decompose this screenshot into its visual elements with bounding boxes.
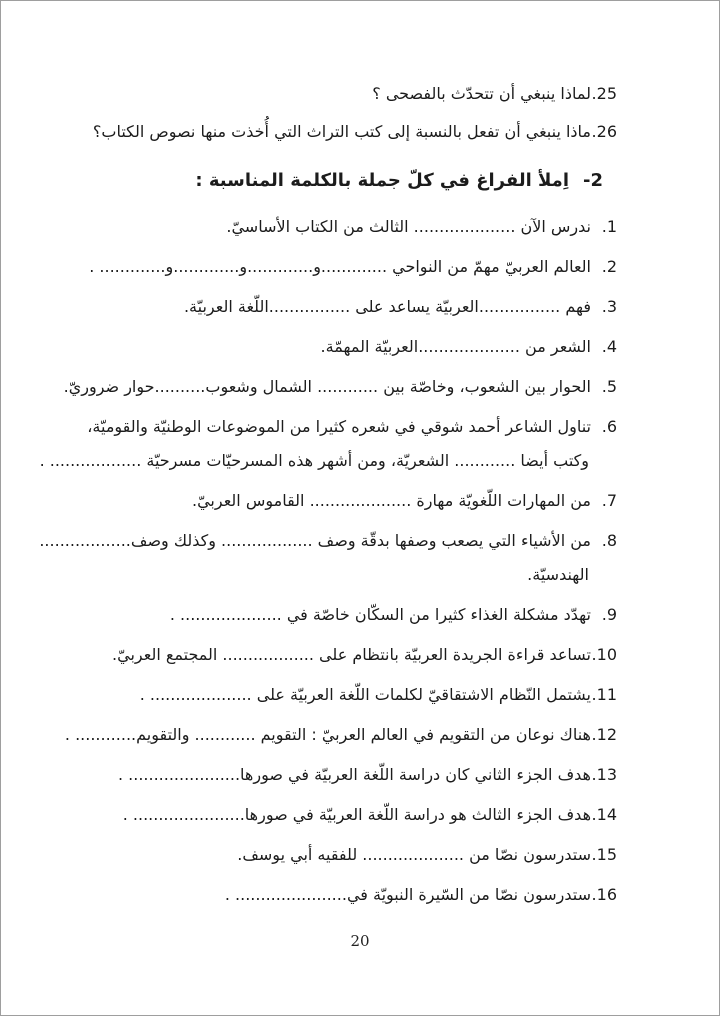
item-number: 16. bbox=[591, 885, 617, 904]
item-number: 8. bbox=[601, 531, 617, 550]
exercise-item bbox=[67, 488, 617, 513]
exercise-item bbox=[67, 762, 617, 787]
item-text: الحوار بين الشعوب، وخاصّة بين ............ الشمال وشعوب..........حوار ضروريّ. bbox=[63, 377, 591, 396]
item-number: 2. bbox=[601, 257, 617, 276]
exercise-item bbox=[67, 682, 617, 707]
item-text: هدف الجزء الثالث هو دراسة اللّغة العربيّة في صورها...................... . bbox=[122, 805, 591, 824]
item-number: 5. bbox=[601, 377, 617, 396]
item-number: 9. bbox=[601, 605, 617, 624]
item-text: تساعد قراءة الجريدة العربيّة بانتظام على .................. المجتمع العربيّ. bbox=[112, 645, 591, 664]
item-text: ستدرسون نصّا من السّيرة النبويّة في...................... . bbox=[224, 885, 591, 904]
item-text: يشتمل النّظام الاشتقاقيّ لكلمات اللّغة العربيّة على .................... . bbox=[139, 685, 591, 704]
page-number: 20 bbox=[350, 932, 370, 950]
question-row bbox=[67, 81, 617, 106]
exercise-item bbox=[67, 334, 617, 359]
item-text-continued: الهندسيّة. bbox=[527, 565, 589, 584]
exercise-list bbox=[39, 214, 617, 907]
page-content bbox=[39, 1, 617, 922]
exercise-item bbox=[67, 842, 617, 867]
item-text: هناك نوعان من التقويم في العالم العربيّ : التقويم ............ والتقويم............ . bbox=[64, 725, 591, 744]
exercise-item bbox=[39, 528, 617, 587]
exercise-item bbox=[67, 642, 617, 667]
item-number: 1. bbox=[601, 217, 617, 236]
item-number: 12. bbox=[591, 725, 617, 744]
item-number: 14. bbox=[591, 805, 617, 824]
section-title: اِملأ الفراغ في كلّ جملة بالكلمة المناسبة : bbox=[195, 170, 569, 191]
item-number: 11. bbox=[591, 685, 617, 704]
item-text: الشعر من ....................العربيّة المهمّة. bbox=[320, 337, 591, 356]
section-heading bbox=[67, 168, 603, 194]
item-number: 6. bbox=[601, 417, 617, 436]
exercise-item bbox=[67, 254, 617, 279]
item-number: 10. bbox=[591, 645, 617, 664]
question-text: ماذا ينبغي أن تفعل بالنسبة إلى كتب التراث التي أُخذت منها نصوص الكتاب؟ bbox=[92, 122, 591, 141]
item-number: 13. bbox=[591, 765, 617, 784]
question-text: لماذا ينبغي أن تتحدّث بالفصحى ؟ bbox=[372, 84, 591, 103]
item-text-continued: وكتب أيضا ............ الشعريّة، ومن أشهر هذه المسرحيّات مسرحيّة .................. . bbox=[39, 451, 589, 470]
exercise-item bbox=[64, 722, 617, 747]
item-text: تهدّد مشكلة الغذاء كثيرا من السكّان خاصّة في .................... . bbox=[169, 605, 591, 624]
exercise-item bbox=[67, 294, 617, 319]
item-number: 7. bbox=[601, 491, 617, 510]
exercise-item bbox=[67, 882, 617, 907]
exercise-item bbox=[63, 374, 617, 399]
exercise-item bbox=[67, 214, 617, 239]
item-text: هدف الجزء الثاني كان دراسة اللّغة العربيّة في صورها...................... . bbox=[117, 765, 591, 784]
section-number: 2- bbox=[582, 170, 603, 191]
item-text: ندرس الآن .................... الثالث من الكتاب الأساسيّ. bbox=[226, 217, 591, 236]
item-number: 3. bbox=[601, 297, 617, 316]
question-number: 25. bbox=[591, 84, 617, 103]
item-text: من المهارات اللّغويّة مهارة .................... القاموس العربيّ. bbox=[192, 491, 591, 510]
item-number: 15. bbox=[591, 845, 617, 864]
item-text: العالم العربيّ مهمّ من النواحي .............و.............و.............و............. . bbox=[89, 257, 591, 276]
question-number: 26. bbox=[591, 122, 617, 141]
item-text: فهم ................العربيّة يساعد على ................اللّغة العربيّة. bbox=[183, 297, 591, 316]
item-text: من الأشياء التي يصعب وصفها بدقّة وصف .................. وكذلك وصف.................. bbox=[39, 531, 591, 550]
exercise-item bbox=[67, 602, 617, 627]
item-text: تناول الشاعر أحمد شوقي في شعره كثيرا من الموضوعات الوطنيّة والقوميّة، bbox=[87, 417, 591, 436]
item-text: ستدرسون نصّا من .................... للفقيه أبي يوسف. bbox=[237, 845, 591, 864]
exercise-item bbox=[67, 802, 617, 827]
exercise-item bbox=[39, 414, 617, 473]
question-row bbox=[67, 119, 617, 144]
item-number: 4. bbox=[601, 337, 617, 356]
